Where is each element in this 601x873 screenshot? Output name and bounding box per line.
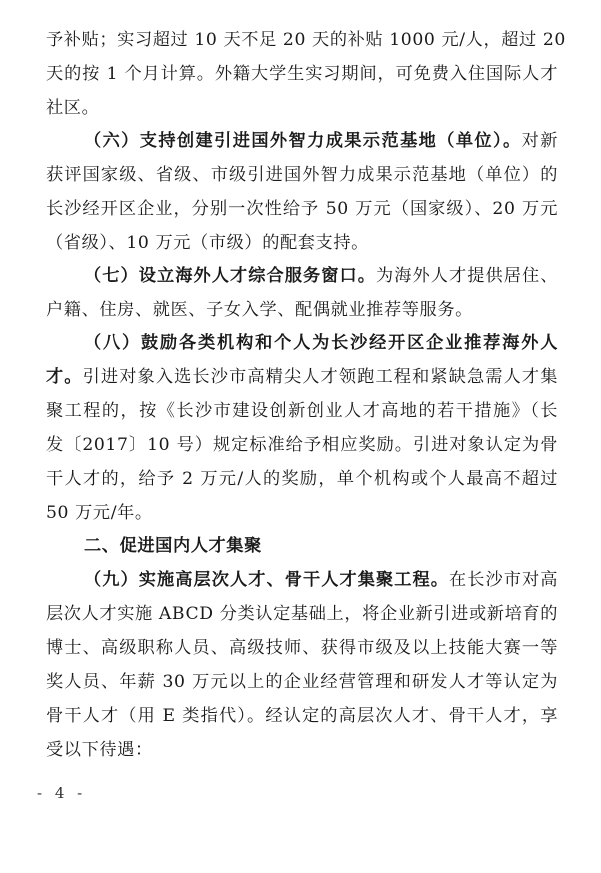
line-text: 发〔2017〕10 号）规定标准给予相应奖励。引进对象认定为骨 [46, 435, 558, 455]
paragraph-line [46, 636, 558, 660]
page-number: - 4 - [37, 784, 87, 802]
section-6-heading-line [84, 129, 558, 153]
line-text: 长沙经开区企业，分别一次性给予 50 万元（国家级）、20 万元 [46, 199, 558, 219]
paragraph-line [46, 399, 558, 423]
section-heading-text: 二、促进国内人才集聚 [84, 536, 262, 556]
paragraph-line [46, 96, 558, 120]
section-9-title: （九）实施高层次人才、骨干人才集聚工程。 [84, 570, 449, 590]
paragraph-line [46, 467, 558, 491]
paragraph-line [46, 28, 566, 52]
paragraph-line [46, 231, 558, 255]
section-heading [84, 534, 558, 558]
line-text: 获评国家级、省级、市级引进国外智力成果示范基地（单位）的 [46, 165, 558, 185]
line-text: 对新 [521, 131, 558, 151]
line-text: 予补贴；实习超过 10 天不足 20 天的补贴 1000 元/人，超过 20 [46, 30, 566, 50]
line-text: 引进对象入选长沙市高精尖人才领跑工程和紧缺急需人才集 [82, 367, 558, 387]
paragraph-line [46, 298, 558, 322]
line-text: 层次人才实施 ABCD 分类认定基础上，将企业新引进或新培育的 [46, 604, 558, 624]
section-6-title: （六）支持创建引进国外智力成果示范基地（单位）。 [84, 131, 522, 151]
line-text: 社区。 [46, 98, 100, 118]
line-text: 50 万元/年。 [46, 503, 153, 523]
paragraph-line [46, 602, 558, 626]
section-8-title-end: 才。 [46, 367, 83, 387]
line-text: 在长沙市对高 [448, 570, 558, 590]
paragraph-line [46, 197, 558, 221]
section-8-heading-line [84, 331, 558, 355]
line-text: 为海外人才提供居住、 [375, 266, 558, 286]
line-text: 户籍、住房、就医、子女入学、配偶就业推荐等服务。 [46, 300, 473, 320]
line-text: 聚工程的，按《长沙市建设创新创业人才高地的若干措施》（长 [46, 401, 558, 421]
line-text: 博士、高级职称人员、高级技师、获得市级及以上技能大赛一等 [46, 638, 558, 658]
paragraph-line [46, 365, 558, 389]
section-7-heading-line [84, 264, 558, 288]
line-text: 天的按 1 个月计算。外籍大学生实习期间，可免费入住国际人才 [46, 64, 558, 84]
paragraph-line [46, 433, 558, 457]
line-text: 受以下待遇： [46, 740, 153, 760]
paragraph-line [46, 704, 558, 728]
paragraph-line [46, 501, 558, 525]
line-text: 奖人员、年薪 30 万元以上的企业经营管理和研发人才等认定为 [46, 672, 558, 692]
line-text: （省级）、10 万元（市级）的配套支持。 [46, 233, 369, 253]
section-7-title: （七）设立海外人才综合服务窗口。 [84, 266, 376, 286]
section-9-heading-line [84, 568, 558, 592]
section-8-title: （八）鼓励各类机构和个人为长沙经开区企业推荐海外人 [84, 333, 558, 353]
line-text: 骨干人才（用 E 类指代）。经认定的高层次人才、骨干人才，享 [46, 706, 558, 726]
paragraph-line [46, 62, 558, 86]
line-text: 干人才的，给予 2 万元/人的奖励，单个机构或个人最高不超过 [46, 469, 558, 489]
paragraph-line [46, 738, 558, 762]
paragraph-line [46, 163, 558, 187]
paragraph-line [46, 670, 558, 694]
